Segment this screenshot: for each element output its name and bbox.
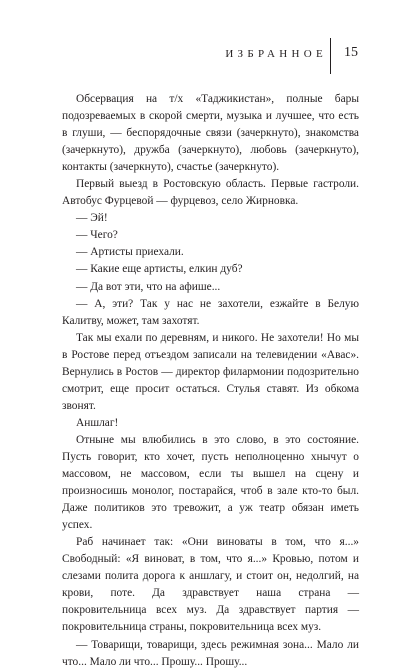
dialogue-line: — Товарищи, товарищи, здесь режимная зона... Мало ли что... Мало ли что... Прошу... Прошу... xyxy=(62,638,359,668)
header-divider xyxy=(330,38,331,74)
page-number: 15 xyxy=(344,45,358,60)
paragraph: Отныне мы влюбились в это слово, в это состояние. Пусть говорит, кто хочет, пусть неполноценно хнычут о массовом, не массовом, если ты вышел на сцену и произносишь монолог, постарайся, чтоб в зале кто-то был. Даже политиков это тревожит, а уж театр обязан иметь успех. xyxy=(62,433,359,532)
running-head xyxy=(0,0,419,80)
body-text xyxy=(62,91,359,671)
paragraph: Раб начинает так: «Они виноваты в том, что я...» Свободный: «Я виноват, в том, что я...» Кровью, потом и слезами полита дорога к аншлагу, и стоит он, недолгий, на крови, поте. Да здравствует наша страна — покровительница всех муз. Да здравствует партия — покровительница страны, покровительница всех муз. xyxy=(62,536,359,634)
paragraph: Первый выезд в Ростовскую область. Первые гастроли. Автобус Фурцевой — фурцевоз, село Жирновка. xyxy=(62,178,359,208)
paragraph: Аншлаг! xyxy=(76,416,119,429)
paragraph: Так мы ехали по деревням, и никого. Не захотели! Но мы в Ростове перед отъездом записали на телевидении «Авас». Вернулись в Ростов — директор филармонии подозрительно смотрит, еще просит остаться. Стулья ставят. Из обкома звонят. xyxy=(62,331,359,412)
paragraph: Обсервация на т/х «Таджикистан», полные бары подозреваемых в скорой смерти, музыка и лучшее, что есть в глуши, — беспорядочные связи (зачеркнуто), знакомства (зачеркнуто), дружба (зачеркнуто), любовь (зачеркнуто), контакты (зачеркнуто), счастье (зачеркнуто). xyxy=(62,93,359,174)
dialogue-line: — А, эти? Так у нас не захотели, езжайте в Белую Калитву, может, там захотят. xyxy=(62,297,359,327)
section-title: ИЗБРАННОЕ xyxy=(225,48,327,60)
dialogue-line: — Какие еще артисты, елкин дуб? xyxy=(76,263,243,276)
dialogue-line: — Чего? xyxy=(76,229,118,242)
dialogue-line: — Да вот эти, что на афише... xyxy=(76,280,221,293)
dialogue-line: — Эй! xyxy=(76,212,108,225)
dialogue-line: — Артисты приехали. xyxy=(76,246,184,259)
